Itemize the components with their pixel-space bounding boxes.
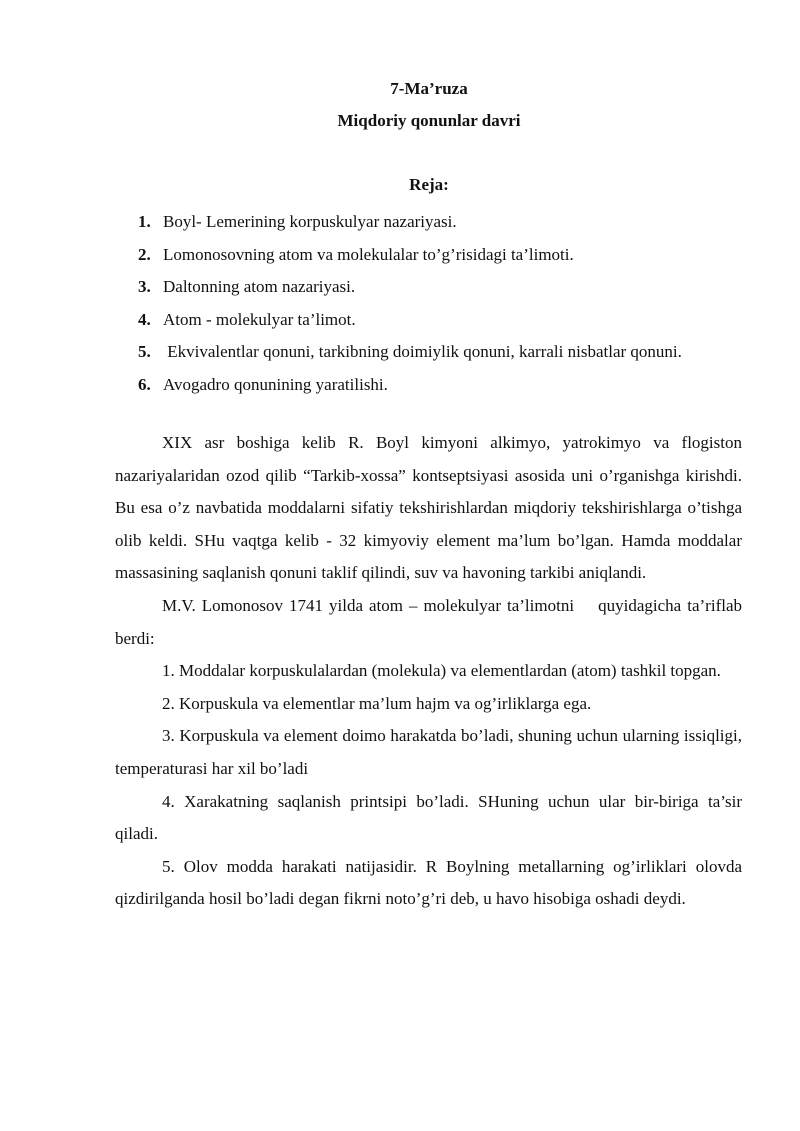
body-paragraph: 5. Olov modda harakati natijasidir. R Boylning metallarning og’irliklari olovda qizdirilganda hosil bo’ladi degan fikrni noto’g’ri deb, u havo hisobiga oshadi deydi.: [115, 856, 742, 909]
plan-item-text: Avogadro qonunining yaratilishi.: [163, 374, 388, 394]
body-paragraph: 3. Korpuskula va element doimo harakatda bo’ladi, shuning uchun ularning issiqligi, temperaturasi har xil bo’ladi: [115, 726, 742, 778]
plan-item-number: 1.: [138, 212, 151, 231]
body-paragraph: XIX asr boshiga kelib R. Boyl kimyoni alkimyo, yatrokimyo va flogiston nazariyalaridan ozod qilib “Tarkib-xossa” kontseptsiyasi asosida uni o’rganishga kirishdi. Bu esa o’z navbatida moddalarni sifatiy tekshirishlardan miqdoriy tekshirishlarga o’tishga olib keldi. SHu vaqtga kelib - 32 kimyoviy element ma’lum bo’lgan. Hamda moddalar massasining saqlanish qonuni taklif qilindi, suv va havoning tarkibi aniqlandi.: [115, 433, 742, 583]
lecture-title-heading: Miqdoriy qonunlar davri: [337, 111, 521, 130]
plan-item: [138, 239, 682, 272]
plan-item: [138, 304, 682, 337]
plan-item-text: Boyl- Lemerining korpuskulyar nazariyasi.: [163, 212, 457, 231]
body-paragraph: 4. Xarakatning saqlanish printsipi bo’ladi. SHuning uchun ular bir-biriga ta’sir qiladi.: [115, 791, 742, 844]
body-paragraph: 1. Moddalar korpuskulalardan (molekula) va elementlardan (atom) tashkil topgan.: [162, 661, 721, 681]
plan-item-number: 3.: [138, 277, 151, 297]
plan-heading: Reja:: [409, 175, 449, 194]
body-paragraph: M.V. Lomonosov 1741 yilda atom – molekulyar ta’limotni quyidagicha ta’riflab berdi:: [115, 595, 755, 648]
plan-item-number: 6.: [138, 374, 151, 394]
plan-item-number: 4.: [138, 309, 151, 329]
plan-item-number: 2.: [138, 244, 151, 264]
plan-item-number: 5.: [138, 342, 151, 362]
plan-item: [138, 336, 682, 369]
plan-item: [138, 206, 682, 239]
lecture-number-heading: 7-Ma’ruza: [390, 79, 468, 98]
plan-item-text: Ekvivalentlar qonuni, tarkibning doimiylik qonuni, karrali nisbatlar qonuni.: [163, 342, 682, 362]
plan-item-text: Lomonosovning atom va molekulalar to’g’risidagi ta’limoti.: [163, 244, 574, 264]
body-paragraph: 2. Korpuskula va elementlar ma’lum hajm va og’irliklarga ega.: [162, 693, 592, 713]
plan-list: [138, 206, 682, 402]
plan-item-text: Atom - molekulyar ta’limot.: [163, 309, 356, 329]
plan-item: [138, 369, 682, 402]
plan-item-text: Daltonning atom nazariyasi.: [163, 277, 356, 297]
body-text: [115, 427, 755, 916]
plan-item: [138, 271, 682, 304]
